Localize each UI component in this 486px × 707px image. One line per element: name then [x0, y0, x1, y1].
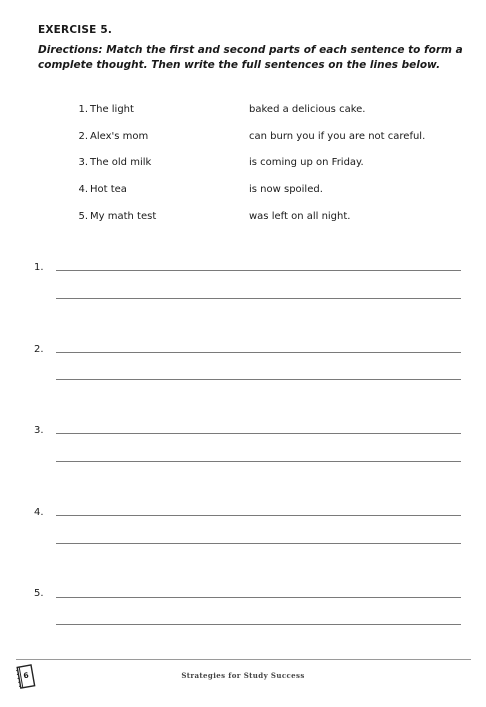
match-number: 2. [78, 131, 88, 142]
match-number: 5. [78, 211, 88, 222]
first-part: The old milk [90, 157, 152, 168]
match-number: 1. [78, 104, 88, 115]
first-part: My math test [90, 211, 157, 222]
answer-line[interactable] [56, 543, 461, 544]
answer-line[interactable] [56, 624, 461, 625]
first-part: The light [90, 104, 134, 115]
page-number: 6 [22, 670, 30, 681]
answer-line[interactable] [56, 352, 461, 353]
answer-line[interactable] [56, 270, 461, 271]
answer-number: 4. [34, 507, 44, 518]
first-part: Hot tea [90, 184, 127, 195]
second-part: baked a delicious cake. [249, 104, 366, 115]
second-part: is now spoiled. [249, 184, 323, 195]
answer-line[interactable] [56, 298, 461, 299]
answer-line[interactable] [56, 379, 461, 380]
answer-line[interactable] [56, 515, 461, 516]
answer-number: 5. [34, 588, 44, 599]
answer-number: 3. [34, 425, 44, 436]
first-part: Alex's mom [90, 131, 149, 142]
exercise-title: EXERCISE 5. [38, 24, 113, 36]
answer-number: 1. [34, 262, 44, 273]
answer-line[interactable] [56, 461, 461, 462]
match-number: 4. [78, 184, 88, 195]
match-number: 3. [78, 157, 88, 168]
answer-line[interactable] [56, 597, 461, 598]
second-part: can burn you if you are not careful. [249, 131, 426, 142]
footer-divider [16, 659, 471, 660]
directions: Directions: Match the first and second parts of each sentence to form a complete thought. Then write the full sentences on the lines below. [38, 44, 463, 71]
footer-book-title: Strategies for Study Success [181, 671, 305, 680]
second-part: is coming up on Friday. [249, 157, 364, 168]
second-part: was left on all night. [249, 211, 351, 222]
answer-number: 2. [34, 344, 44, 355]
answer-line[interactable] [56, 433, 461, 434]
